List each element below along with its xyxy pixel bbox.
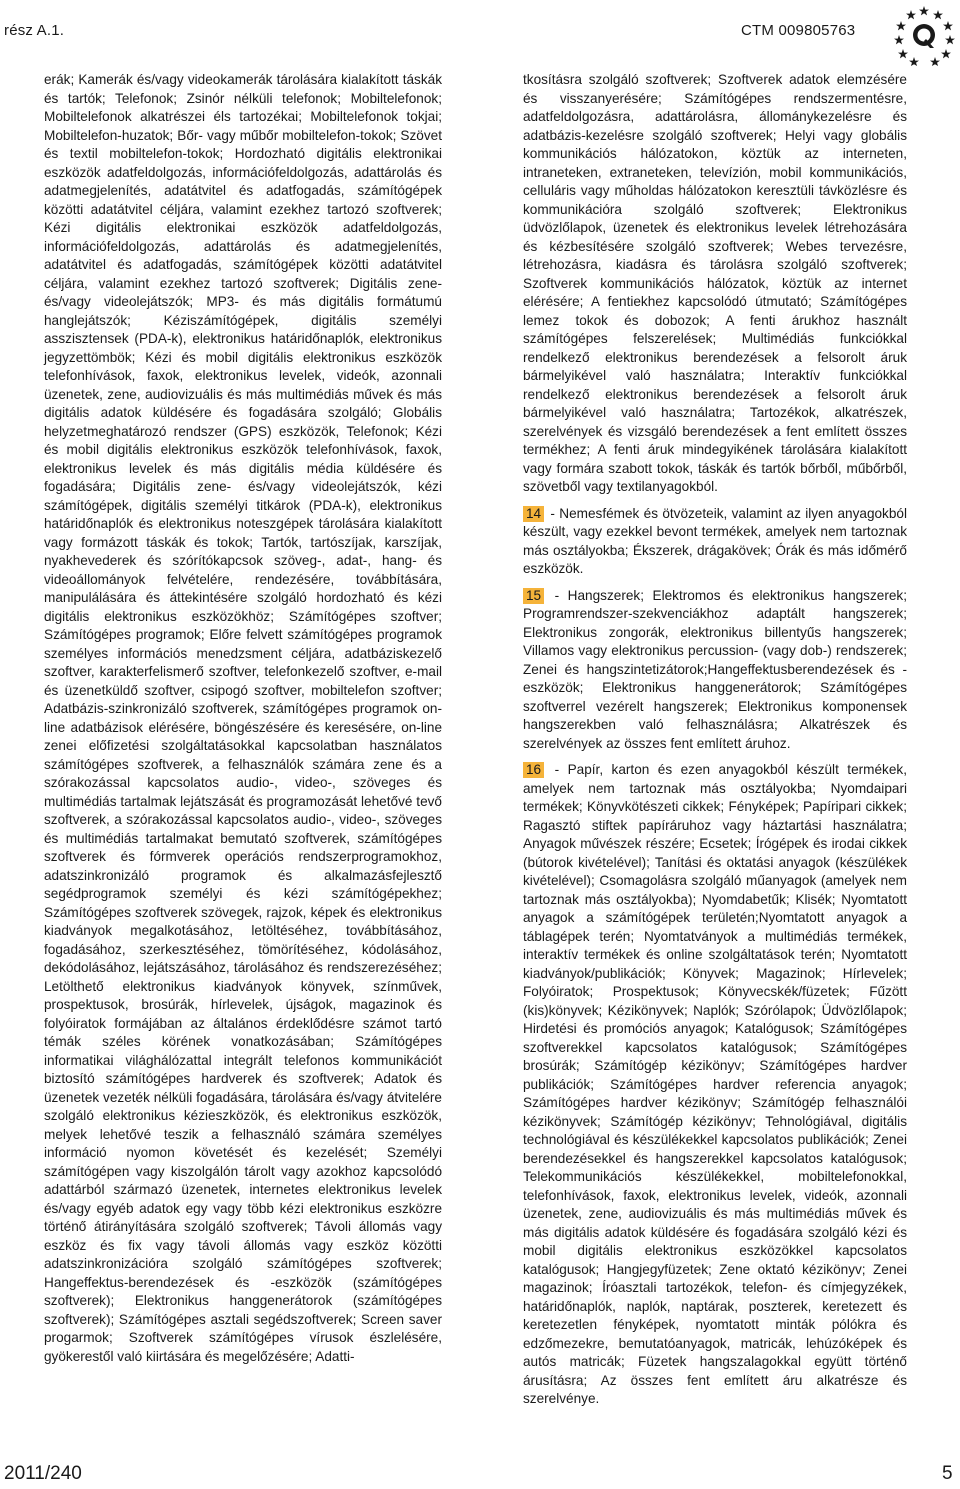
class-16-text: - Papír, karton és ezen anyagokból készült termékek, amelyek nem tartoznak más osztályokba; Nyomdaipari termékek; Könyvkötészeti cikkek; Fényképek; Papíripari cikkek; Ragasztó stiftek papíráruhoz vagy háztartási használatra; Anyagok művészek részére; Ecsetek; Írógépek és irodai cikkek (bútorok kivételével); Tanítási és oktatási anyagok (készülékek kivételével); Csomagolásra szolgáló műanyagok (amelyek nem tartoznak más osztályokba); Nyomdabetűk; Klisék; Nyomtatott anyagok a számítógépek területén;Nyomtatott anyagok a táblagépek terén; Nyomtatványok a multimédiás termékek, interaktív termékek és online szolgáltatások terén; Nyomtatott kiadványok/publikációk; Könyvek; Magazinok; Hírlevelek; Folyóiratok; Prospektusok; Könyvecskék/füzetek; Fűzött (kis)könyvek; Kézikönyvek; Naplók; Szórólapok; Üdvözlőlapok; Hirdetési és promóciós anyagok; Katalógusok; Számítógépes szoftverekkel kapcsolatos katalógusok; Számítógépes brosúrák; Számítógép kézikönyv; Számítógépes hardver publikációk; Számítógépes hardver referencia anyagok; Számítógépes hardver kézikönyv; Számítógép felhasználói kézikönyvek; Számítógép kézikönyv; Tehnológiával, digitális technológiával és készülékekkel kapcsolatos publikációk; Zenei berendezésekkel és hangszerekkel kapcsolatos katalógusok; Telekommunikációs készülékekkel, mobiltelefonokkal, telefonhívások, faxok, elektronikus levelek, videók, azonnali üzenetek, zene, audiovizuális és más multimédiás művek és más digitális adatok küldésére és fogadására szolgáló kézi és mobil digitális elektronikus eszközökkel kapcsolatos katalógusok; Hangjegyfüzetek; Zene oktató kézikönyv; Zenei magazinok; Íróasztali tartozékok, telefon- és címjegyzékek, határidőnaplók, naplók, naptárak, poszterek, keretezett és keretezetlen fényképek, nyomtatott minták pólókra és edzőmezekre, bemutatóanyagok, matricák, lehúzóképek és autós matricák; Füzetek hangszalagokkal együtt történő árusításra; Az összes fent említett áru alkatrésze és szerelvénye. [523,762,907,1406]
class-15-entry [523,587,907,754]
class-15-text: - Hangszerek; Elektromos és elektronikus hangszerek; Programrendszer-szekvenciákhoz adaptált hangszerek; Elektronikus zongorák, elektronikus billentyűs hangszerek; Villamos vagy elektronikus percussion- (vagy dob-) rendszerek; Zenei és hangszintetizátorok;Hangeffektusberendezések és -eszközök; Elektronikus hanggenerátorok; Számítógépes szoftverrel vezérelt hangszerek; Elektronikus komponensek hangszerekben való felhasználásra; Alkatrészek és szerelvények az összes fent említett áruhoz. [523,587,907,751]
class-14-entry [523,505,907,579]
class-16-entry [523,761,907,1409]
page-number: 5 [942,1463,953,1484]
class-number-badge: 14 [523,506,544,522]
section-label: rész A.1. [4,22,65,39]
eu-stars-ohim-logo-icon [893,4,955,66]
right-column [523,71,907,1417]
class-number-badge: 15 [523,588,544,604]
class-14-text: - Nemesfémek és ötvözeteik, valamint az ilyen anyagokból készült, vagy ezekkel bevont termékek, amelyek nem tartoznak más osztályokba; Ékszerek, drágakövek; Órák és más időmérő eszközök. [523,505,907,576]
left-column-text: erák; Kamerák és/vagy videokamerák tárolására kialakított táskák és tartók; Telefonok; Zsinór nélküli telefonok; Mobiltelefonok; Mobiltelefonok alkatrészei éls tartozékai; Mobiltelefonok tokjai; Mobiltelefon-huzatok; Bőr- vagy műbőr mobiltelefon-tokok; Szövet és textil mobiltelefon-tokok; Hordozható digitális elektronikai eszközök adatfeldolgozás, információfeldolgozás, adattárolás és adatmegjelenítés, adatátvitel és adatfogadás, számítógépek közötti adatátvitel céljára, valamint ezekhez tartozó szoftverek; Kézi digitális elektronikai eszközök adatfeldolgozás, információfeldolgozás, adattárolás és adatmegjelenítés, adatátvitel és adatfogadás, számítógépek közötti adatátvitel céljára, valamint ezekhez tartozó szoftverek; Digitális zene- és/vagy videolejátszók; MP3- és más digitális formátumú hanglejátszók; Kéziszámítógépek, digitális személyi asszisztensek (PDA-k), elektronikus határidőnaplók, elektronikus jegyzettömbök; Kézi és mobil digitális elektronikus eszközök telefonhívások, faxok, elektronikus levelek, videók, azonnali üzenetek, zene, audiovizuális és más multimédiás művek és más digitális adatok küldésére és fogadására szolgáló; Globális helyzetmeghatározó rendszer (GPS) eszközök, Telefonok; Kézi és mobil digitális elektronikus eszközök telefonhívások, faxok, elektronikus levelek és más digitális média küldésére és fogadására; Digitális zene- és/vagy videolejátszók, kézi számítógépek, digitális személyi titkárok (PDA-k), elektronikus határidőnaplók és elektronikus noteszgépek tárolására kialakított vagy formázott táskák és tokok; Tartók, tartószíjak, karszíjak, nyakhevederek és szórítókapcsok szöveg-, adat-, hang- és videoállományok felvételére, rendezésére, továbbítására, manipulálására és áttekintésére szolgáló hordozható és kézi digitális elektronikus eszközökhöz; Számítógépes szoftver; Számítógépes programok; Előre felvett számítógépes programok személyes információs menedzsment céljára, adatbáziskezelő szoftver, karakterfelismerő szoftver, telefonkezelő szoftver, e-mail és üzenetküldő szoftver, csipogó szoftver, mobiltelefon szoftver; Adatbázis-szinkronizáló szoftverek, számítógépes programok on-line adatbázisok elérésére, böngészésére és keresésére, on-line zenei előfizetési szolgáltatásokkal kapcsolatban használatos számítógépes szoftverek, a felhasználók számára zene és a szórakozással kapcsolatos audio-, video-, szöveges és multimédiás tartalmak lejátszását és programozását lehetővé tevő szoftverek, a szórakozással kapcsolatos audio-, video-, szöveges és multimédiás tartalmakat bemutató szoftverek, számítógépes szoftverek és fórmverek operációs rendszerprogramokhoz, adatszinkronizáló programok és alkalmazásfejlesztő segédprogramok személyi és kézi számítógépekhez; Számítógépes szoftverek szövegek, rajzok, képek és elektronikus kiadványok megalkotásához, letöltéséhez, továbbításához, fogadásához, szerkesztéséhez, tömörítéséhez, kódolásához, dekódolásához, lejátszásához, tárolásához és rendszerezéséhez; Letölthető elektronikus kiadványok könyvek, színművek, prospektusok, brosúrák, hírlevelek, újságok, magazinok és folyóiratok formájában az általános érdeklődésre számot tartó témák széles körének vonatkozásában; Számítógépes informatikai világhálózattal integrált telefonos kommunikációt biztosító számítógépes hardverek és szoftverek; Adatok és üzenetek vezeték nélküli fogadására, tárolására és/vagy átvitelére szolgáló elektronikus kézieszközök, és elektronikus eszközök, melyek lehetővé teszik a felhasználó számára személyes információ nyomon követését és kezelését; Személyi számítógépen vagy kiszolgálón tárolt vagy azokhoz kapcsolódó adattárból származó üzenetek, internetes elektronikus levelek és/vagy egyéb adatok egy vagy több kézi elektronikus eszközre történő átirányítására szolgáló szoftverek; Távoli állomás vagy eszköz és fix vagy távoli állomás vagy eszköz közötti adatszinkronizációra szolgáló számítógépes szoftverek; Hangeffektus-berendezések és -eszközök (számítógépes szoftverek); Elektronikus hanggenerátorok (számítógépes szoftverek); Számítógépes asztali segédszoftverek; Screen saver progarmok; Szoftverek számítógépes vírusok észlelésére, gyökerestől való kiirtására és megelőzésére; Adatti- [44,72,442,1364]
ctm-number: CTM 009805763 [741,22,856,39]
bulletin-issue: 2011/240 [4,1463,82,1484]
right-column-intro: tkosításra szolgáló szoftverek; Szoftverek adatok elemzésére és visszanyerésére; Számítógépes rendszermentésre, adatfeldolgozásra, adattárolásra, állománykezelésre és adatbázis-kezelésre szolgáló szoftverek; Helyi vagy globális kommunikációs hálózatokon, köztük az interneten, intraneteken, extraneteken, televízión, mobil kommunikációs, celluláris vagy műholdas hálózatokon keresztüli távközlésre és kommunikációra szolgáló szoftverek; Elektronikus üdvözlőlapok, üzenetek és elektronikus levelek létrehozására és kézbesítésére szolgáló szoftverek; Webes tervezésre, létrehozásra, kiadásra és tárolásra szolgáló szoftverek; Szoftverek kommunikációs hálózatok, köztük az internet elérésére; A fentiekhez kapcsolódó útmutató; Számítógépes lemez tokok és dobozok; A fenti árukhoz használt számítógépes felszerelések; Multimédiás funkciókkal rendelkező elektronikus berendezések a felsorolt áruk bármelyikével való használatra; Interaktív funkciókkal rendelkező elektronikus berendezések a felsorolt áruk bármelyikével való használatra; Tartozékok, alkatrészek, szerelvények és vizsgáló berendezések a fent említett összes termékhez; A fenti áruk mindegyikének tárolására kialakított vagy formára szabott tokok, táskák és tartók bőrből, műbőrből, szövetből vagy textilanyagokból. [523,72,907,494]
class-number-badge: 16 [523,762,544,778]
